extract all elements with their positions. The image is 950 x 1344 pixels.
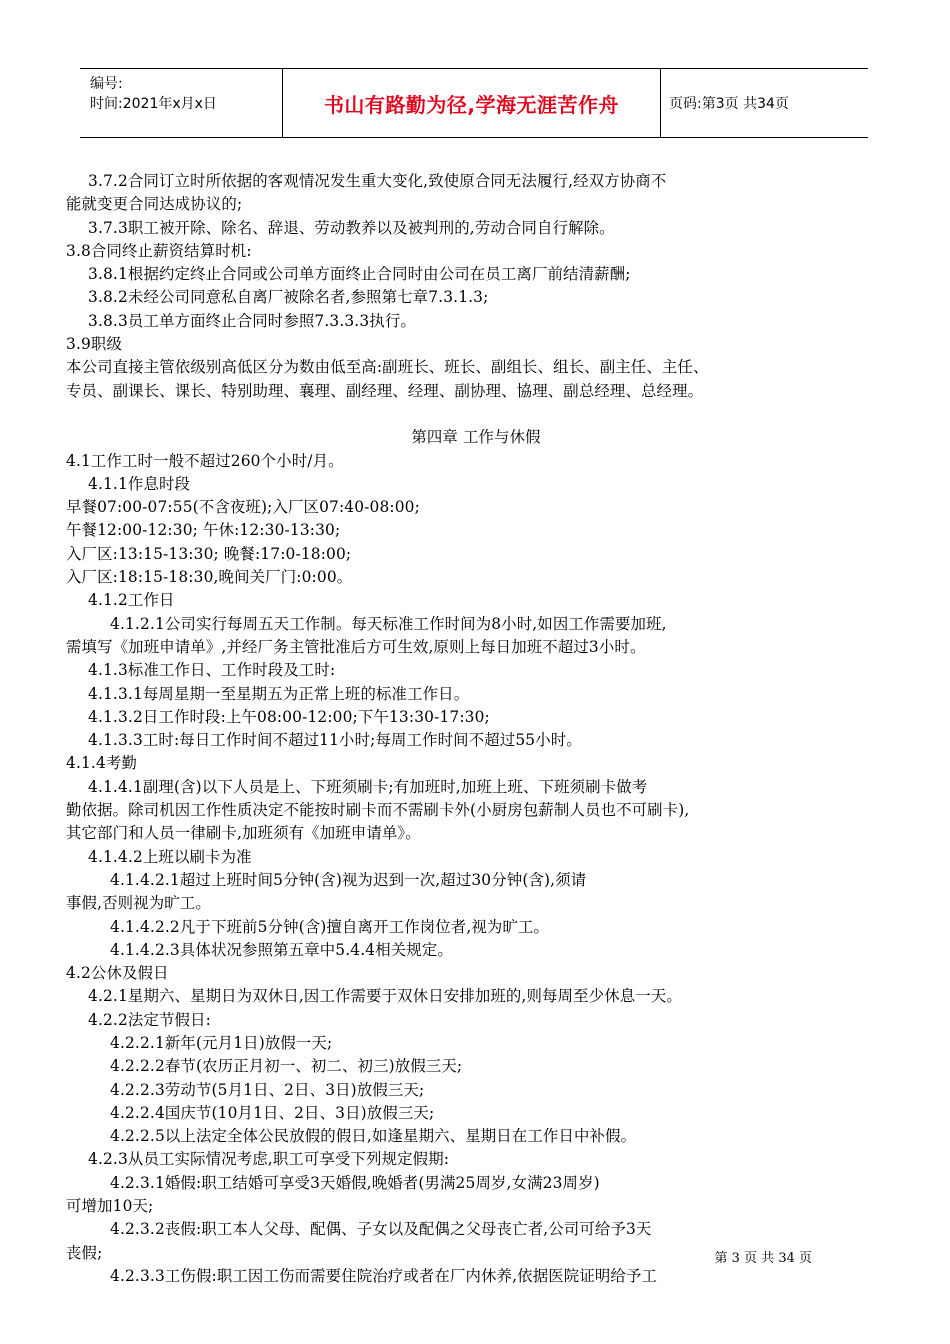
page-header <box>80 68 868 138</box>
text-line: 4.2公休及假日 <box>66 964 169 983</box>
text-line: 事假,否则视为旷工。 <box>66 894 211 913</box>
text-line: 4.2.2.4国庆节(10月1日、2日、3日)放假三天; <box>110 1103 435 1122</box>
text-line: 3.9职级 <box>66 335 123 354</box>
text-line: 4.2.2.5以上法定全体公民放假的假日,如逢星期六、星期日在工作日中补假。 <box>110 1127 637 1146</box>
text-line: 3.8.2未经公司同意私自离厂被除名者,参照第七章7.3.1.3; <box>88 288 489 307</box>
text-line: 4.2.3.1婚假:职工结婚可享受3天婚假,晚婚者(男满25周岁,女满23周岁) <box>110 1173 600 1192</box>
header-motto: 书山有路勤为径,学海无涯苦作舟 <box>283 69 661 137</box>
text-line: 4.2.1星期六、星期日为双休日,因工作需要于双休日安排加班的,则每周至少休息一天。 <box>88 987 682 1006</box>
text-line: 能就变更合同达成协议的; <box>66 195 243 214</box>
text-line: 入厂区:18:15-18:30,晚间关厂门:0:00。 <box>66 568 353 587</box>
text-line: 可增加10天; <box>66 1197 154 1216</box>
text-line: 4.2.3从员工实际情况考虑,职工可享受下列规定假期: <box>88 1150 450 1169</box>
text-line: 4.1.4.2.1超过上班时间5分钟(含)视为迟到一次,超过30分钟(含),须请 <box>110 870 587 889</box>
text-line: 4.2.2法定节假日: <box>88 1010 211 1029</box>
text-line: 勤依据。除司机因工作性质决定不能按时刷卡而不需刷卡外(小厨房包薪制人员也不可刷卡), <box>66 801 690 820</box>
page-footer: 第 3 页 共 34 页 <box>714 1251 812 1266</box>
text-line: 3.8.3员工单方面终止合同时参照7.3.3.3执行。 <box>88 311 416 330</box>
text-line: 需填写《加班申请单》,并经厂务主管批准后方可生效,原则上每日加班不超过3小时。 <box>66 637 646 656</box>
text-line: 其它部门和人员一律刷卡,加班须有《加班申请单》。 <box>66 824 421 843</box>
text-line: 3.8合同终止薪资结算时机: <box>66 241 252 260</box>
text-line: 4.2.3.2丧假:职工本人父母、配偶、子女以及配偶之父母丧亡者,公司可给予3天 <box>110 1220 652 1239</box>
text-line: 4.2.3.3工伤假:职工因工伤而需要住院治疗或者在厂内休养,依据医院证明给予工 <box>110 1266 658 1285</box>
text-line: 4.1.4.2.2凡于下班前5分钟(含)擅自离开工作岗位者,视为旷工。 <box>110 917 550 936</box>
text-line: 4.2.2.1新年(元月1日)放假一天; <box>110 1033 333 1052</box>
text-line: 3.7.2合同订立时所依据的客观情况发生重大变化,致使原合同无法履行,经双方协商不 <box>88 172 667 190</box>
chapter-heading: 第四章 工作与休假 <box>411 428 541 447</box>
text-line: 3.8.1根据约定终止合同或公司单方面终止合同时由公司在员工离厂前结清薪酬; <box>88 265 631 284</box>
document-number-label: 编号: <box>90 76 123 92</box>
text-line: 4.2.2.2春节(农历正月初一、初二、初三)放假三天; <box>110 1057 463 1076</box>
header-page-indicator: 页码:第3页 共34页 <box>669 96 789 112</box>
text-line: 本公司直接主管依级别高低区分为数由低至高:副班长、班长、副组长、组长、副主任、主任、 <box>66 358 709 377</box>
text-line: 4.1.4.2.3具体状况参照第五章中5.4.4相关规定。 <box>110 940 453 959</box>
text-line: 4.1.3.2日工作时段:上午08:00-12:00;下午13:30-17:30; <box>88 707 490 726</box>
text-line: 4.1.2工作日 <box>88 591 175 610</box>
text-line: 4.1.3.3工时:每日工作时间不超过11小时;每周工作时间不超过55小时。 <box>88 731 582 750</box>
text-line: 4.1.4.1副理(含)以下人员是上、下班须刷卡;有加班时,加班上班、下班须刷卡做考 <box>88 777 648 796</box>
header-left-cell <box>80 69 283 137</box>
text-line: 4.1工作工时一般不超过260个小时/月。 <box>66 451 344 470</box>
text-line: 4.1.1作息时段 <box>88 474 191 493</box>
text-line: 4.1.4.2上班以刷卡为准 <box>88 847 252 866</box>
text-line: 4.1.3.1每周星期一至星期五为正常上班的标准工作日。 <box>88 684 470 703</box>
text-line: 3.7.3职工被开除、除名、辞退、劳动教养以及被判刑的,劳动合同自行解除。 <box>88 218 615 237</box>
document-date-label: 时间:2021年x月x日 <box>90 96 217 112</box>
blank-line <box>66 403 886 426</box>
text-line: 4.1.4考勤 <box>66 754 137 773</box>
text-line: 早餐07:00-07:55(不含夜班);入厂区07:40-08:00; <box>66 498 420 517</box>
text-line: 丧假; <box>66 1243 103 1262</box>
text-line: 午餐12:00-12:30; 午休:12:30-13:30; <box>66 521 341 540</box>
document-body <box>66 170 886 1288</box>
text-line: 4.1.3标准工作日、工作时段及工时: <box>88 661 336 680</box>
text-line: 4.2.2.3劳动节(5月1日、2日、3日)放假三天; <box>110 1080 425 1099</box>
text-line: 4.1.2.1公司实行每周五天工作制。每天标准工作时间为8小时,如因工作需要加班, <box>110 614 667 633</box>
text-line: 入厂区:13:15-13:30; 晚餐:17:0-18:00; <box>66 544 352 563</box>
text-line: 专员、副课长、课长、特别助理、襄理、副经理、经理、副协理、協理、副总经理、总经理。 <box>66 381 704 400</box>
